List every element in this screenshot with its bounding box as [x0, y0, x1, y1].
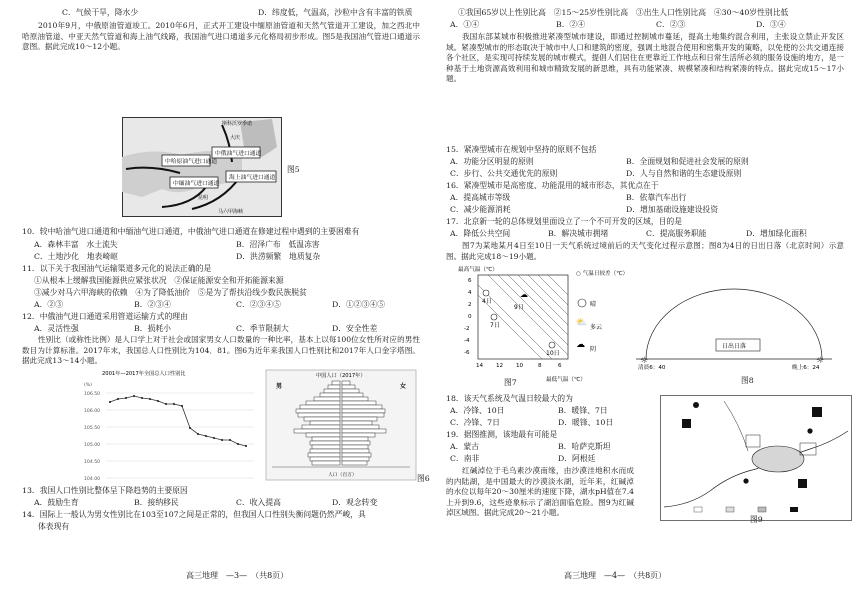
fig5-label-malacca: 马六甲海峡	[218, 209, 244, 215]
q18-stem: 18．该天气系统及气温日较最大的为	[446, 394, 573, 403]
q12-option-a: A．灵活性强	[34, 324, 79, 333]
q19-option-c: C．南非	[450, 454, 480, 463]
fig7-ytick: 0	[468, 314, 472, 320]
q19-stem: 19．据图推测，该地最有可能是	[446, 430, 558, 439]
intro-weather-paragraph: 图7为某地某月4日至10日一天气系统过境前后的天气变化过程示意图；图8为4日的日出日落（北京时间）示意图。据此完成18～19小题。	[446, 241, 844, 261]
sunset-sun-icon: ☼	[816, 356, 825, 366]
fig8-label: 日出日落	[722, 343, 747, 350]
q10-option-d: D．洪涝频繁 地质复杂	[236, 252, 321, 261]
figure-8-caption: 图8	[741, 376, 754, 385]
q14-option-c: C．②③	[656, 20, 686, 29]
fig6-pyramid-title: 中国人口（2017年）	[316, 373, 366, 379]
sun-icon	[578, 299, 586, 307]
fig6-line-title: 2001年—2017年全国总人口性别比	[102, 371, 186, 377]
fig7-legend-overcast: 阴	[590, 346, 597, 353]
q11-option-d: D．①②③④⑤	[332, 300, 386, 309]
q15-stem: 15．紧凑型城市在规划中坚持的原则不包括	[446, 145, 597, 154]
q11-option-a: A．②③	[34, 300, 64, 309]
fig6-ytick: 106.00	[84, 409, 101, 414]
partly-cloudy-icon: ⛅	[576, 318, 588, 328]
intro-soil-paragraph: 红碱淖位于毛乌素沙漠南缘，由沙漠洼地积水而成的内陆湖，是中国最大的沙漠淡水湖，近年来，红碱淖的水位以每年20～30厘米的速度下降，湖水pH值在7.4上升到9.6，这些迹象标示了湖泊面临危险。图9为红碱淖区域图。据此完成20～21小题。	[446, 466, 634, 518]
fig7-xtick: 14	[476, 363, 484, 369]
q18-option-a: A．冷锋、10日	[450, 406, 505, 415]
fig7-ytick: -6	[464, 350, 470, 356]
fig7-xtick: 12	[496, 363, 504, 369]
figure-5-caption: 图5	[287, 165, 300, 174]
q11-option-b: B．②③④	[134, 300, 171, 309]
intro-ratio-paragraph: 性别比（或称性比例）是人口学上对于社会或国家男女人口数量的一种比率，基本上以每100位女性所对应的男性数目为计算标准。2017年末，我国总人口性别比为104．81。图6为近年来我国人口性别比和2017年人口金字塔图。据此完成13～14小题。	[22, 335, 420, 366]
q14-option-a: A．①④	[450, 20, 480, 29]
intro-city-paragraph: 我国东部某城市积极推进紧凑型城市建设，即通过控制城市蔓延，提高土地集约混合利用，主张设立禁止开发区域。紧凑型城市的形态取决于城市中人口和建筑的密度，强调土地混合使用和密集开发的策略，以免使的公共交通连接各个社区，是实现可持续发展的城市模式，提倡人们居住在更靠近工作地点和日常生活所必须的服务设施的地方，是一种基于土地资源高效利用和城市精致发展的新思维，具有功能紧凑、规模紧凑和结构紧凑的特点。据此完成15～17小题。	[446, 32, 844, 84]
q9-option-d: D．纬度低，气温高，沙粒中含有丰富的铁质	[258, 8, 413, 17]
fig5-label-russia: 斯科沃罗季诺	[222, 121, 253, 127]
figure-7-chart	[458, 263, 629, 385]
fig5-label-northwest: 中哈原油气进口通道	[165, 159, 218, 165]
q11-statement-2: ③减少对马六甲海峡的依赖 ④为了降低油价 ⑤是为了帮扶沿线少数民族脱贫	[34, 288, 307, 297]
fig6-ytick: 105.00	[84, 443, 101, 448]
page-4	[446, 0, 856, 595]
fig6-female-label: 女	[400, 383, 407, 390]
q10-stem: 10．较中哈油气进口通道和中缅油气进口通道，中俄油气进口通道在修建过程中遇到的主要困难有	[22, 227, 360, 236]
overcast-cloud-icon: ☁	[576, 340, 585, 350]
q17-option-d: D．增加绿化面积	[746, 229, 807, 238]
q16-option-c: C．减少能源消耗	[450, 205, 511, 214]
q19-option-b: B．哈萨克斯坦	[558, 442, 611, 451]
q16-option-b: B．依靠汽车出行	[626, 193, 687, 202]
sunrise-sun-icon: ☼	[640, 356, 649, 366]
q13-option-d: D．观念转变	[332, 498, 378, 507]
q17-stem: 17．北京新一轮的总体规划里面设立了一个不可开发的区域，目的是	[446, 217, 683, 226]
q16-option-a: A．提高城市等级	[450, 193, 511, 202]
fig7-day-label: 9日	[514, 304, 524, 311]
q11-option-c: C．②③④⑤	[236, 300, 281, 309]
q14-stem-line1: 14．国际上一般认为男女性别比在103至107之间是正常的，但我国人口性别失衡问题仍然严峻，具	[22, 510, 366, 519]
fig8-sunrise: 清晨6：40	[638, 365, 666, 371]
figure-6-caption: 图6	[417, 474, 430, 483]
q18-option-c: C．冷锋、7日	[450, 418, 500, 427]
fig7-ytick: -2	[464, 326, 470, 332]
figure-8-diagram	[632, 283, 846, 373]
cloud-icon: ☁	[520, 290, 528, 299]
q13-option-a: A．鼓励生育	[34, 498, 79, 507]
q13-stem: 13．我国人口性别比整体呈下降趋势的主要原因	[22, 486, 188, 495]
q19-option-a: A．蒙古	[450, 442, 480, 451]
figure-7-caption: 图7	[504, 378, 517, 387]
q15-option-a: A．功能分区明显的原则	[450, 157, 534, 166]
fig7-legend-title: ○ 气温日较差（℃）	[576, 271, 629, 277]
q15-option-b: B．全面规划和促进社会发展的原则	[626, 157, 749, 166]
q15-option-c: C．步行、公共交通优先的原则	[450, 169, 558, 178]
fig6-male-label: 男	[276, 383, 283, 390]
fig6-ytick: 104.00	[84, 477, 101, 482]
fig5-label-northeast: 中俄油气进口通道	[215, 151, 262, 157]
page-footer-right: 高三地理 —4— （共8页）	[564, 571, 667, 580]
fig7-legend-cloudy: 多云	[590, 324, 603, 331]
fig6-ytick: 106.50	[84, 392, 101, 397]
fig5-label-southwest: 中缅油气进口通道	[173, 181, 220, 187]
fig7-y-title: 最高气温（℃）	[458, 267, 498, 273]
fig6-ytick: 104.50	[84, 460, 101, 465]
q13-option-b: B．接纳移民	[134, 498, 179, 507]
q14-option-d: D．③④	[756, 20, 786, 29]
q16-option-d: D．增加基础设施建设投资	[626, 205, 719, 214]
fig7-xtick: 6	[558, 363, 562, 369]
q9-option-c: C．气候干旱，降水少	[62, 8, 139, 17]
q14-statements: ①我国65岁以上性别比高 ②15～25岁性别比高 ③出生人口性别比高 ④30～40岁性别比低	[458, 8, 789, 17]
intro-gas-paragraph: 2010年9月，中俄原油管道竣工。2010年6月，正式开工建设中缅原油管道和天然气管道开工建设，加之西北中哈原油管道、中亚天然气管道和海上油气线路，我国油气进口通道多元化格局初步形成。图5是我国油气管进口通道示意图。据此完成10～12小题。	[22, 21, 420, 52]
fig7-legend-sunny: 晴	[590, 301, 597, 308]
q17-option-c: C．提高服务职能	[646, 229, 707, 238]
figure-9-caption: 图9	[750, 515, 763, 524]
fig8-sunset: 晚上6：24	[792, 365, 820, 371]
q19-option-d: D．阿根廷	[558, 454, 596, 463]
q12-option-b: B．损耗小	[134, 324, 171, 333]
fig7-xtick: 8	[538, 363, 542, 369]
q11-statement-1: ①从根本上缓解我国能源供应紧张状况 ②保证能源安全和开拓能源来源	[34, 276, 284, 285]
q18-option-d: D．暖锋、10日	[558, 418, 614, 427]
figure-6	[84, 366, 424, 484]
fig5-label-daqing: 大庆	[230, 135, 241, 141]
page-3	[22, 0, 432, 595]
q12-option-c: C．季节限制大	[236, 324, 289, 333]
figure-5-map	[122, 117, 282, 217]
fig7-ytick: 2	[468, 302, 472, 308]
fig7-day-label: 4日	[482, 298, 492, 305]
fig7-day-label: 7日	[490, 322, 500, 329]
fig6-x-label: 人口（百万）	[328, 473, 357, 478]
fig5-label-kunming: 昆明	[198, 195, 209, 201]
fig7-ytick: 4	[468, 290, 472, 296]
q11-stem: 11．以下关于我国油气运输渠道多元化的说法正确的是	[22, 264, 212, 273]
page-footer-left: 高三地理 —3— （共8页）	[186, 571, 289, 580]
q12-stem: 12．中俄油气进口通道采用管道运输方式的理由	[22, 312, 188, 321]
fig6-y-unit: (%)	[84, 383, 92, 388]
q15-option-d: D．人与自然和谐的生态建设原则	[626, 169, 742, 178]
fig7-ytick: 6	[468, 278, 472, 284]
q13-option-c: C．收入提高	[236, 498, 281, 507]
fig5-label-sea: 海上油气进口通道	[229, 175, 276, 181]
q14-stem-line2: 体表现有	[38, 522, 70, 531]
q12-option-d: D．安全性差	[332, 324, 378, 333]
q16-stem: 16．紧凑型城市是高密度、功能混用的城市形态，其优点在于	[446, 181, 659, 190]
fig7-x-title: 最低气温（℃）	[546, 377, 586, 383]
fig6-ytick: 105.50	[84, 426, 101, 431]
fig7-day-label: 10日	[546, 350, 560, 357]
q14-option-b: B．②④	[556, 20, 586, 29]
fig7-ytick: -4	[464, 338, 470, 344]
q10-option-b: B．沼泽广布 低温冻害	[236, 240, 320, 249]
q17-option-a: A．降低公共空间	[450, 229, 511, 238]
q10-option-a: A．森林丰富 水土流失	[34, 240, 118, 249]
q10-option-c: C．土地沙化 地表崎岖	[34, 252, 118, 261]
q17-option-b: B．解决城市拥堵	[548, 229, 609, 238]
fig7-xtick: 10	[516, 363, 524, 369]
figure-9-map	[660, 395, 852, 521]
q18-option-b: B．暖锋、7日	[558, 406, 608, 415]
